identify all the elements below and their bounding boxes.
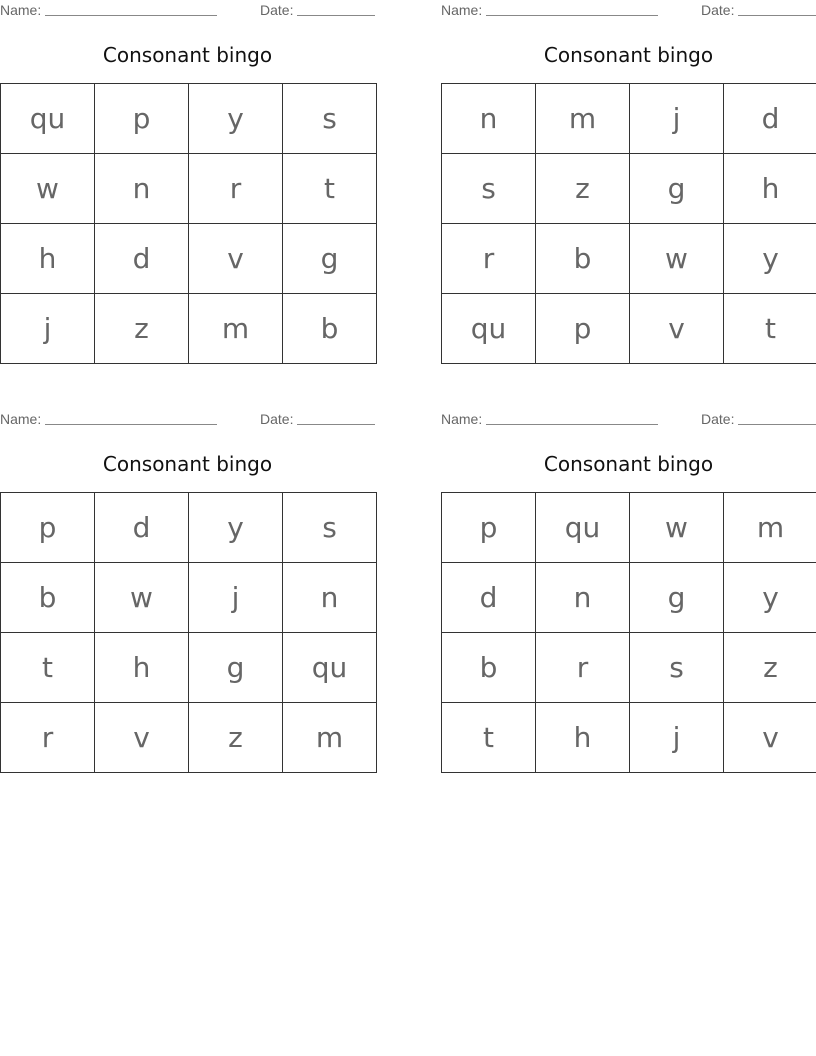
grid-row xyxy=(442,493,816,563)
grid-cell: z xyxy=(189,703,283,773)
grid-cell: qu xyxy=(442,294,536,364)
grid-cell: y xyxy=(724,563,816,633)
card-title: Consonant bingo xyxy=(543,43,714,67)
grid-cell: y xyxy=(724,224,816,294)
date-blank-line xyxy=(738,424,816,425)
grid-cell: t xyxy=(283,154,377,224)
bingo-card-4 xyxy=(441,409,816,774)
grid-cell: p xyxy=(95,84,189,154)
grid-cell: y xyxy=(189,84,283,154)
grid-cell: qu xyxy=(536,493,630,563)
card-title: Consonant bingo xyxy=(102,452,273,476)
grid-cell: m xyxy=(724,493,816,563)
grid-cell: g xyxy=(283,224,377,294)
grid-row xyxy=(442,154,816,224)
grid-row xyxy=(442,294,816,364)
bingo-card-1 xyxy=(0,0,375,365)
grid-cell: p xyxy=(442,493,536,563)
grid-cell: j xyxy=(630,84,724,154)
grid-cell: d xyxy=(442,563,536,633)
grid-cell: s xyxy=(630,633,724,703)
grid-cell: t xyxy=(1,633,95,703)
grid-row xyxy=(1,493,377,563)
card-title: Consonant bingo xyxy=(543,452,714,476)
date-blank-line xyxy=(297,15,375,16)
grid-cell: v xyxy=(95,703,189,773)
grid-cell: p xyxy=(1,493,95,563)
date-label: Date: xyxy=(701,2,735,18)
date-label: Date: xyxy=(260,411,294,427)
grid-cell: s xyxy=(442,154,536,224)
grid-cell: n xyxy=(283,563,377,633)
grid-cell: w xyxy=(630,224,724,294)
grid-cell: m xyxy=(536,84,630,154)
bingo-grid xyxy=(441,83,816,364)
grid-cell: r xyxy=(442,224,536,294)
grid-cell: z xyxy=(536,154,630,224)
card-header xyxy=(0,0,375,20)
grid-cell: s xyxy=(283,84,377,154)
date-blank-line xyxy=(297,424,375,425)
date-blank-line xyxy=(738,15,816,16)
grid-cell: w xyxy=(1,154,95,224)
grid-cell: qu xyxy=(283,633,377,703)
grid-cell: b xyxy=(442,633,536,703)
grid-cell: n xyxy=(95,154,189,224)
name-label: Name: xyxy=(0,2,42,18)
date-label: Date: xyxy=(260,2,294,18)
grid-cell: v xyxy=(189,224,283,294)
card-title: Consonant bingo xyxy=(102,43,273,67)
grid-row xyxy=(442,84,816,154)
grid-cell: v xyxy=(724,703,816,773)
bingo-card-3 xyxy=(0,409,375,774)
grid-cell: w xyxy=(95,563,189,633)
grid-cell: v xyxy=(630,294,724,364)
grid-cell: b xyxy=(1,563,95,633)
grid-row xyxy=(1,224,377,294)
card-header xyxy=(0,409,375,429)
grid-row xyxy=(1,294,377,364)
grid-row xyxy=(442,563,816,633)
grid-row xyxy=(1,84,377,154)
grid-row xyxy=(442,633,816,703)
grid-cell: r xyxy=(536,633,630,703)
name-blank-line xyxy=(45,15,217,16)
grid-cell: d xyxy=(724,84,816,154)
grid-cell: h xyxy=(724,154,816,224)
grid-cell: h xyxy=(95,633,189,703)
bingo-grid xyxy=(441,492,816,773)
name-blank-line xyxy=(486,424,658,425)
grid-cell: j xyxy=(189,563,283,633)
grid-row xyxy=(1,633,377,703)
grid-row xyxy=(1,703,377,773)
card-header xyxy=(441,0,816,20)
grid-cell: m xyxy=(189,294,283,364)
grid-cell: g xyxy=(630,563,724,633)
bingo-grid xyxy=(0,492,377,773)
grid-cell: g xyxy=(189,633,283,703)
grid-row xyxy=(442,224,816,294)
grid-cell: qu xyxy=(1,84,95,154)
grid-cell: r xyxy=(1,703,95,773)
grid-cell: h xyxy=(536,703,630,773)
grid-cell: n xyxy=(442,84,536,154)
grid-cell: r xyxy=(189,154,283,224)
grid-cell: n xyxy=(536,563,630,633)
grid-cell: h xyxy=(1,224,95,294)
grid-row xyxy=(1,154,377,224)
grid-cell: s xyxy=(283,493,377,563)
name-blank-line xyxy=(486,15,658,16)
bingo-card-2 xyxy=(441,0,816,365)
grid-cell: w xyxy=(630,493,724,563)
card-header xyxy=(441,409,816,429)
grid-cell: d xyxy=(95,224,189,294)
name-label: Name: xyxy=(0,411,42,427)
grid-cell: j xyxy=(1,294,95,364)
name-label: Name: xyxy=(441,2,483,18)
grid-cell: m xyxy=(283,703,377,773)
grid-cell: b xyxy=(283,294,377,364)
grid-cell: z xyxy=(95,294,189,364)
date-label: Date: xyxy=(701,411,735,427)
grid-row xyxy=(442,703,816,773)
name-blank-line xyxy=(45,424,217,425)
grid-cell: y xyxy=(189,493,283,563)
grid-cell: z xyxy=(724,633,816,703)
grid-cell: t xyxy=(724,294,816,364)
grid-cell: b xyxy=(536,224,630,294)
grid-cell: g xyxy=(630,154,724,224)
grid-cell: d xyxy=(95,493,189,563)
grid-cell: p xyxy=(536,294,630,364)
name-label: Name: xyxy=(441,411,483,427)
grid-row xyxy=(1,563,377,633)
bingo-grid xyxy=(0,83,377,364)
grid-cell: j xyxy=(630,703,724,773)
grid-cell: t xyxy=(442,703,536,773)
